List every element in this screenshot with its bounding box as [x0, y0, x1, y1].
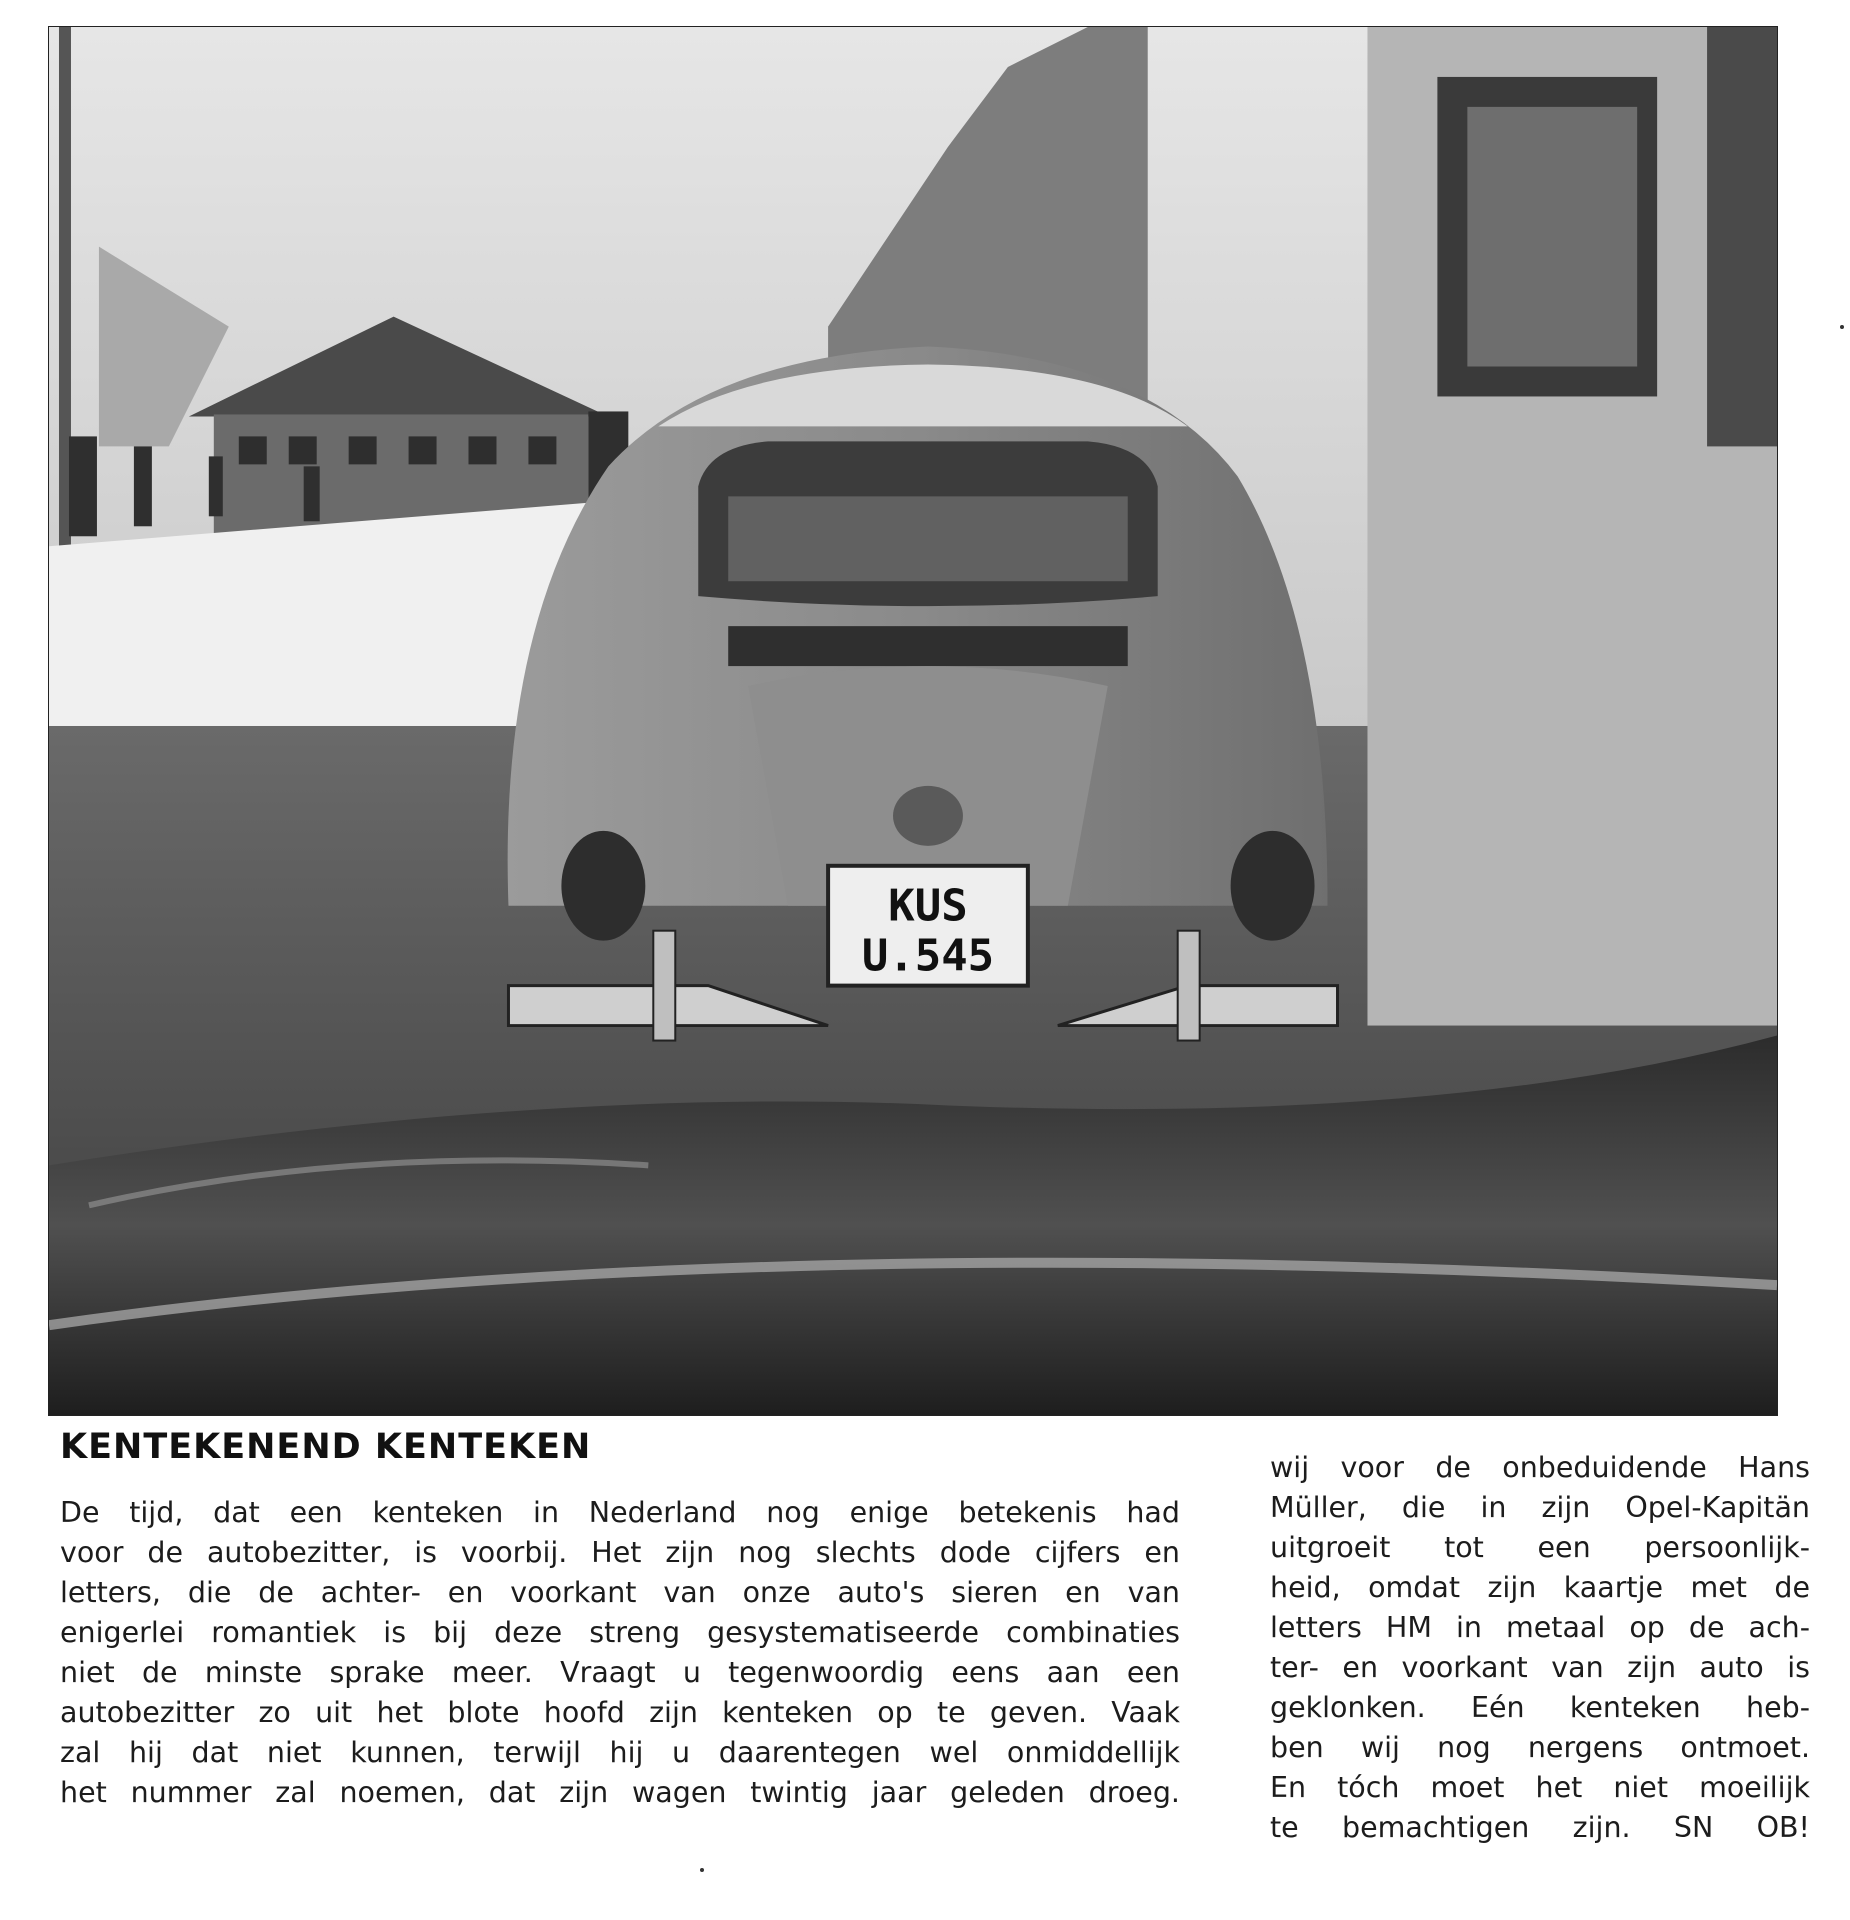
text-line: wij voor de onbeduidende Hans: [1270, 1451, 1810, 1484]
text-line: voor de autobezitter, is voorbij. Het zijn nog slechts dode cijfers en: [60, 1536, 1180, 1569]
text-line: autobezitter zo uit het blote hoofd zijn kenteken op te geven. Vaak: [60, 1696, 1180, 1729]
text-line: letters, die de achter- en voorkant van onze auto's sieren en van: [60, 1576, 1180, 1609]
text-line: geklonken. Eén kenteken heb-: [1270, 1691, 1810, 1724]
plate-line-1: KUS: [888, 880, 968, 932]
print-speck: [1840, 325, 1844, 329]
text-line: zal hij dat niet kunnen, terwijl hij u daarentegen wel onmiddellijk: [60, 1736, 1180, 1769]
article-column-right: [1270, 1448, 1810, 1848]
plate-line-2: U.545: [861, 930, 995, 982]
engine-vent: [728, 626, 1128, 666]
text-line: niet de minste sprake meer. Vraagt u tegenwoordig eens aan een: [60, 1656, 1180, 1689]
text-line: En tóch moet het niet moeilijk: [1270, 1771, 1810, 1804]
text-line: De tijd, dat een kenteken in Nederland nog enige betekenis had: [60, 1496, 1180, 1529]
text-line: te bemachtigen zijn. SN OB!: [1270, 1811, 1810, 1844]
text-line: uitgroeit tot een persoonlijk-: [1270, 1531, 1810, 1564]
article-column-left: [60, 1493, 1180, 1813]
photo-illustration: [49, 27, 1777, 1415]
text-line: het nummer zal noemen, dat zijn wagen twintig jaar geleden droeg.: [60, 1776, 1180, 1809]
text-line: Müller, die in zijn Opel-Kapitän: [1270, 1491, 1810, 1524]
photo-car-rear-view: [48, 26, 1778, 1416]
text-line: heid, omdat zijn kaartje met de: [1270, 1571, 1810, 1604]
text-line: ter- en voorkant van zijn auto is: [1270, 1651, 1810, 1684]
print-speck: [700, 1868, 704, 1872]
tail-light-right: [1231, 831, 1315, 941]
text-line: enigerlei romantiek is bij deze streng gesystematiseerde combinaties: [60, 1616, 1180, 1649]
text-line: letters HM in metaal op de ach-: [1270, 1611, 1810, 1644]
headline: KENTEKENEND KENTEKEN: [60, 1427, 592, 1467]
text-line: ben wij nog nergens ontmoet.: [1270, 1731, 1810, 1764]
tail-light-left: [561, 831, 645, 941]
